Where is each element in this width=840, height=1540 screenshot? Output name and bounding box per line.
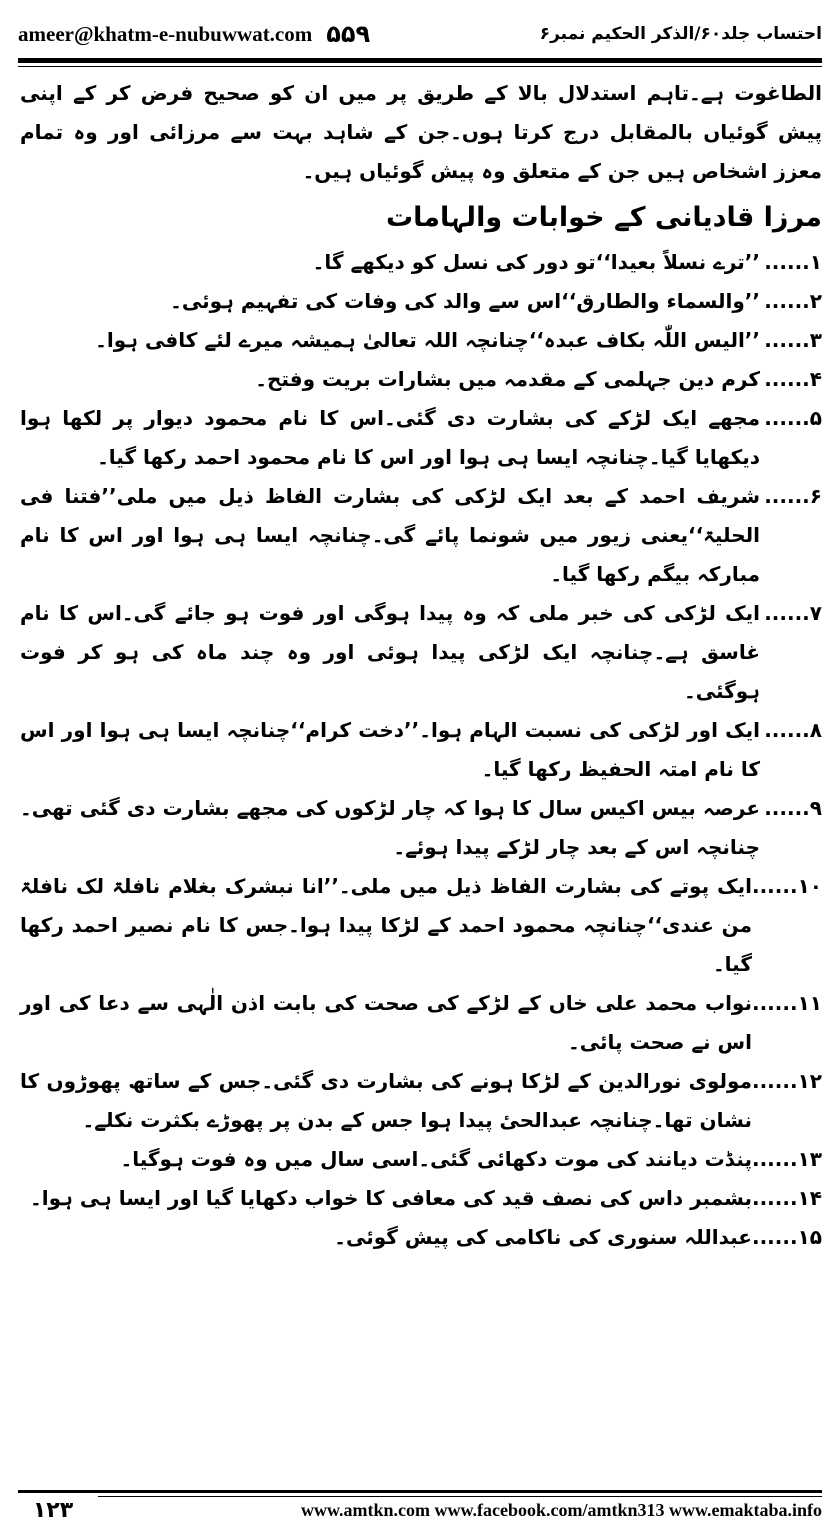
list-item-text: شریف احمد کے بعد ایک لڑکی کی بشارت الفاظ ذیل میں ملی’’فتنا فی الحلیۃ‘‘یعنی زیور میں شونما پائے گی۔چنانچہ ایسا ہی ہوا اور اس کا نام مبارکہ بیگم رکھا گیا۔: [20, 484, 760, 586]
list-item-text: عبداللہ سنوری کی ناکامی کی پیش گوئی۔: [334, 1225, 752, 1249]
footer-links[interactable]: www.amtkn.com www.facebook.com/amtkn313 www.emaktaba.info: [301, 1500, 822, 1520]
footer-book-page: ۱۲۳: [32, 1498, 74, 1523]
list-item: [20, 399, 822, 477]
header-email[interactable]: ameer@khatm-e-nubuwwat.com: [18, 21, 313, 46]
list-item-text: عرصہ بیس اکیس سال کا ہوا کہ چار لڑکوں کی مجھے بشارت دی گئی تھی۔چنانچہ اس کے بعد چار لڑکے پیدا ہوئے۔: [20, 796, 760, 859]
list-item-number: ۹......: [764, 796, 822, 820]
header-series-title: احتساب جلد۶۰/الذکر الحکیم نمبر۶: [539, 24, 822, 44]
header-rule-thin: [18, 66, 822, 67]
list-item-text: کرم دین جہلمی کے مقدمہ میں بشارات بریت وفتح۔: [255, 367, 760, 391]
list-item-text: ’’والسماء والطارق‘‘اس سے والد کی وفات کی تفہیم ہوئی۔: [170, 289, 760, 313]
list-item-number: ۵......: [764, 406, 822, 430]
list-item: [20, 321, 822, 360]
page-footer: [18, 1490, 822, 1530]
list-item-number: ۱۳......: [751, 1147, 822, 1171]
list-item-text: مولوی نورالدین کے لڑکا ہونے کی بشارت دی گئی۔جس کے ساتھ پھوڑوں کا نشان تھا۔چنانچہ عبدالحیٔ پیدا ہوا جس کے بدن پر پھوڑے بکثرت نکلے۔: [20, 1069, 752, 1132]
list-item-text: ’’ترے نسلاً بعیدا‘‘تو دور کی نسل کو دیکھے گا۔: [312, 250, 760, 274]
list-item-text: ایک لڑکی کی خبر ملی کہ وہ پیدا ہوگی اور فوت ہو جائے گی۔اس کا نام غاسق ہے۔چنانچہ ایک لڑکی پیدا ہوئی اور وہ چند ماہ کی ہو کر فوت ہوگئی۔: [20, 601, 760, 703]
list-item-number: ۴......: [764, 367, 822, 391]
list-item-number: ۱۰......: [751, 874, 822, 898]
list-item-text: مجھے ایک لڑکے کی بشارت دی گئی۔اس کا نام محمود دیوار پر لکھا ہوا دیکھایا گیا۔چنانچہ ایسا ہی ہوا اور اس کا نام محمود احمد رکھا گیا۔: [20, 406, 760, 469]
list-item: [20, 360, 822, 399]
list-item: [20, 594, 822, 711]
footer-rule-thick: [18, 1490, 822, 1493]
list-item-text: ’’الیس اللّٰہ بکاف عبدہ‘‘چنانچہ اللہ تعالیٰ ہمیشہ میرے لئے کافی ہوا۔: [95, 328, 760, 352]
list-item: [20, 867, 822, 984]
list-item: [20, 984, 822, 1062]
list-item-number: ۱۲......: [751, 1069, 822, 1093]
list-item: [20, 1140, 822, 1179]
list-item: [20, 711, 822, 789]
list-item-number: ۸......: [764, 718, 822, 742]
list-item-number: ۱......: [764, 250, 822, 274]
footer-rule-thin: [98, 1496, 822, 1497]
section-heading: مرزا قادیانی کے خوابات والہامات: [385, 202, 822, 233]
list-item: [20, 243, 822, 282]
list-item-number: ۶......: [764, 484, 822, 508]
list-item-text: نواب محمد علی خاں کے لڑکے کی صحت کی بابت اذن الٰہی سے دعا کی اور اس نے صحت پائی۔: [20, 991, 752, 1054]
list-item-number: ۳......: [764, 328, 822, 352]
numbered-list: [20, 243, 822, 1257]
list-item-number: ۱۵......: [751, 1225, 822, 1249]
list-item-text: ایک اور لڑکی کی نسبت الہام ہوا۔’’دخت کرام‘‘چنانچہ ایسا ہی ہوا اور اس کا نام امتہ الحفیظ رکھا گیا۔: [20, 718, 760, 781]
header-rule-thick: [18, 58, 822, 63]
list-item: [20, 1179, 822, 1218]
header-left: [18, 20, 370, 48]
list-item: [20, 789, 822, 867]
list-item: [20, 477, 822, 594]
list-item: [20, 1218, 822, 1257]
list-item-number: ۱۱......: [751, 991, 822, 1015]
list-item-number: ۱۴......: [751, 1186, 822, 1210]
page-header: [18, 14, 822, 54]
intro-paragraph: الطاغوت ہے۔تاہم استدلال بالا کے طریق پر میں ان کو صحیح فرض کر کے اپنی پیش گوئیاں بالمقابل درج کرتا ہوں۔جن کے شاہد بہت سے مرزائی اور وہ تمام معزز اشخاص ہیں جن کے متعلق وہ پیش گوئیاں ہیں۔: [20, 81, 822, 183]
list-item-number: ۲......: [764, 289, 822, 313]
list-item: [20, 282, 822, 321]
list-item: [20, 1062, 822, 1140]
list-item-number: ۷......: [764, 601, 822, 625]
list-item-text: پنڈت دیانند کی موت دکھائی گئی۔اسی سال میں وہ فوت ہوگیا۔: [120, 1147, 752, 1171]
list-item-text: بشمبر داس کی نصف قید کی معافی کا خواب دکھایا گیا اور ایسا ہی ہوا۔: [30, 1186, 752, 1210]
header-page-number: ۵۵۹: [326, 20, 371, 48]
list-item-text: ایک پوتے کی بشارت الفاظ ذیل میں ملی۔’’انا نبشرک بغلام نافلۃ لک نافلۃ من عندی‘‘چنانچہ محمود احمد کے لڑکا پیدا ہوا۔جس کا نام نصیر احمد رکھا گیا۔: [20, 874, 752, 976]
page-content: [20, 74, 822, 1257]
